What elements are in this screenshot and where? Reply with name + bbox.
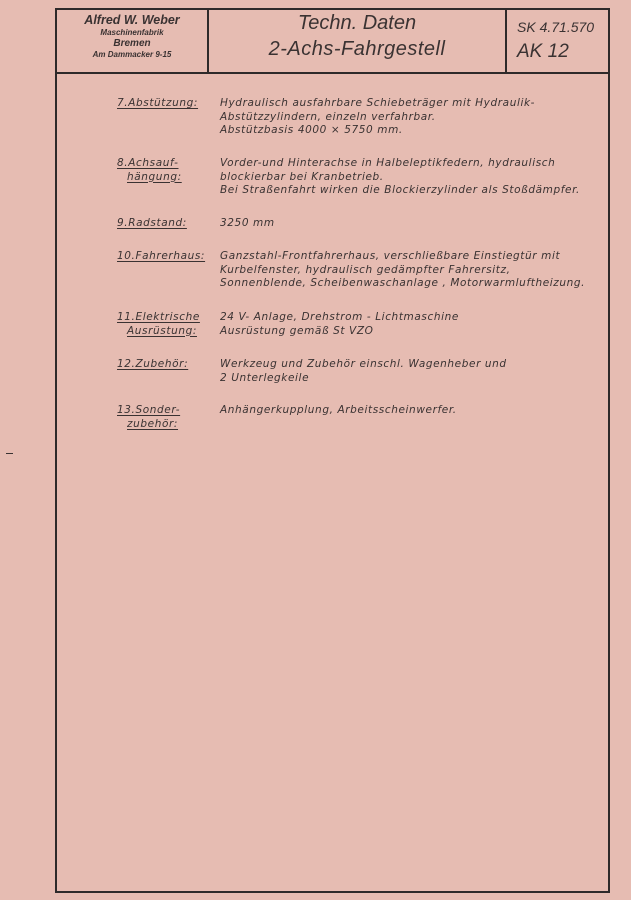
document-title-block: [209, 10, 507, 72]
company-subtitle: Maschinenfabrik: [100, 28, 164, 37]
title-block: [57, 10, 608, 74]
company-block: [57, 10, 209, 72]
spec-text-line: Ganzstahl-Frontfahrerhaus, verschließbare Einstiegtür mit: [220, 250, 561, 262]
spec-value: [220, 311, 610, 338]
spec-text-line: 3250 mm: [220, 217, 275, 229]
spec-label: [117, 250, 207, 264]
spec-value: [220, 404, 610, 418]
spec-label-line: 8.Achsauf-: [117, 157, 179, 169]
document-sheet: [55, 8, 610, 893]
spec-label-line: 9.Radstand:: [117, 217, 187, 229]
document-title: Techn. Daten: [297, 12, 417, 34]
spec-label-line: 7.Abstützung:: [117, 97, 199, 109]
spec-label: [117, 97, 207, 111]
spec-label: [117, 404, 207, 431]
spec-label-line: zubehör:: [127, 417, 179, 430]
spec-label: [117, 217, 207, 231]
spec-text-line: Hydraulisch ausfahrbare Schiebeträger mit Hydraulik-: [220, 97, 536, 109]
spec-label-line: 10.Fahrerhaus:: [117, 250, 206, 262]
company-city: Bremen: [113, 38, 151, 49]
spec-label: [117, 157, 207, 184]
company-name: Alfred W. Weber: [84, 13, 180, 27]
spec-text-line: Ausrüstung gemäß St VZO: [220, 324, 374, 337]
spec-value: [220, 217, 610, 231]
spec-text-line: Anhängerkupplung, Arbeitsscheinwerfer.: [220, 404, 457, 416]
spec-text-line: blockierbar bei Kranbetrieb.: [220, 170, 384, 183]
spec-label: [117, 311, 207, 338]
spec-label: [117, 358, 207, 372]
spec-text-line: Werkzeug und Zubehör einschl. Wagenheber und: [220, 358, 507, 370]
spec-text-line: Kurbelfenster, hydraulisch gedämpfter Fahrersitz,: [220, 263, 511, 276]
document-number: SK 4.71.570: [517, 19, 595, 35]
spec-text-line: Abstützbasis 4000 × 5750 mm.: [220, 124, 403, 136]
spec-text-line: Abstützzylindern, einzeln verfahrbar.: [220, 110, 436, 123]
spec-label-line: Ausrüstung:: [127, 324, 197, 337]
spec-value: [220, 157, 610, 198]
spec-label-line: 12.Zubehör:: [117, 358, 189, 370]
spec-label-line: 11.Elektrische: [117, 311, 200, 323]
company-street: Am Dammacker 9-15: [92, 50, 172, 59]
model-name: AK 12: [517, 41, 569, 62]
spec-text-line: Vorder-und Hinterachse in Halbeleptikfedern, hydraulisch: [220, 157, 556, 169]
spec-label-line: hängung:: [127, 170, 182, 183]
spec-value: [220, 250, 610, 291]
spec-value: [220, 358, 610, 385]
spec-text-line: Bei Straßenfahrt wirken die Blockierzylinder als Stoßdämpfer.: [220, 184, 580, 196]
spec-text-line: 24 V- Anlage, Drehstrom - Lichtmaschine: [220, 311, 459, 323]
margin-mark: [6, 453, 13, 454]
spec-text-line: Sonnenblende, Scheibenwaschanlage , Motorwarmluftheizung.: [220, 277, 586, 289]
spec-value: [220, 97, 610, 138]
document-subtitle: 2-Achs-Fahrgestell: [268, 38, 446, 60]
document-code-block: [507, 10, 608, 72]
spec-text-line: 2 Unterlegkeile: [220, 371, 310, 384]
spec-label-line: 13.Sonder-: [117, 404, 181, 416]
